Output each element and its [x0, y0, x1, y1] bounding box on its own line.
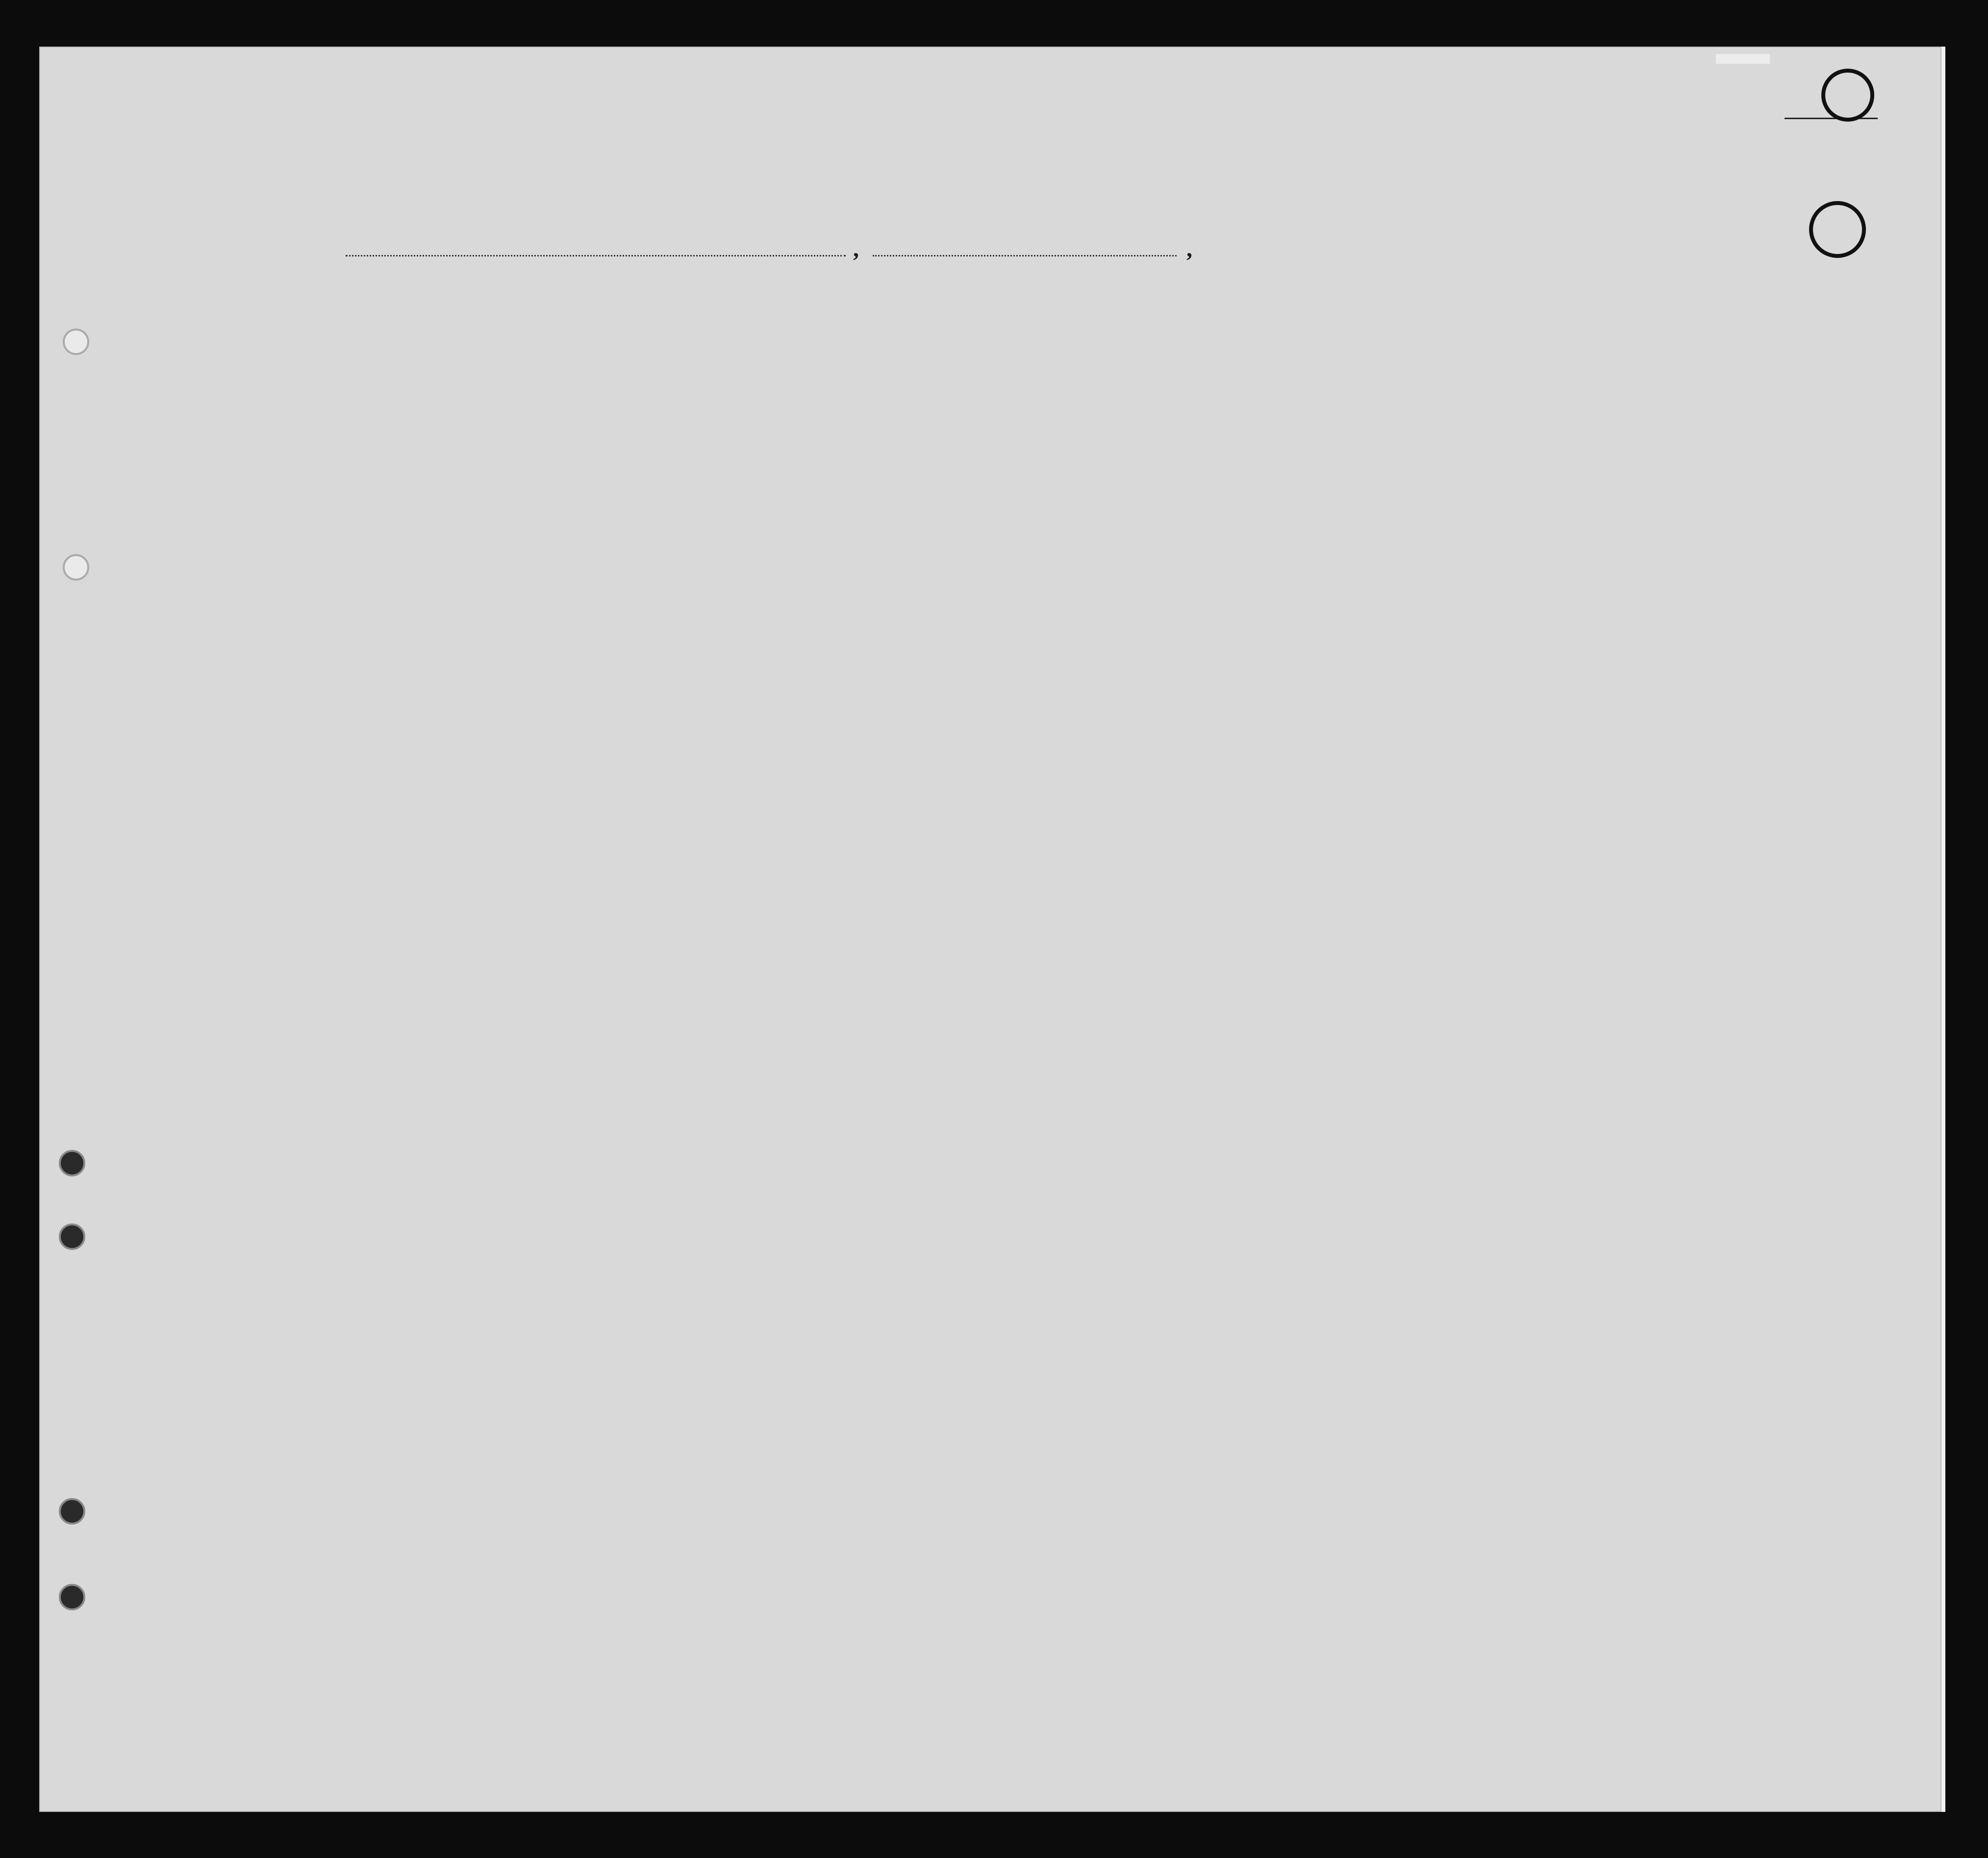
date-comma: ,	[1186, 236, 1192, 262]
punch-hole	[59, 1584, 85, 1610]
punch-hole	[59, 1150, 85, 1176]
punch-hole	[63, 329, 89, 355]
port-comma: ,	[853, 236, 859, 262]
punch-hole	[59, 1223, 85, 1250]
punch-hole	[59, 1498, 85, 1525]
punch-hole	[63, 554, 89, 581]
